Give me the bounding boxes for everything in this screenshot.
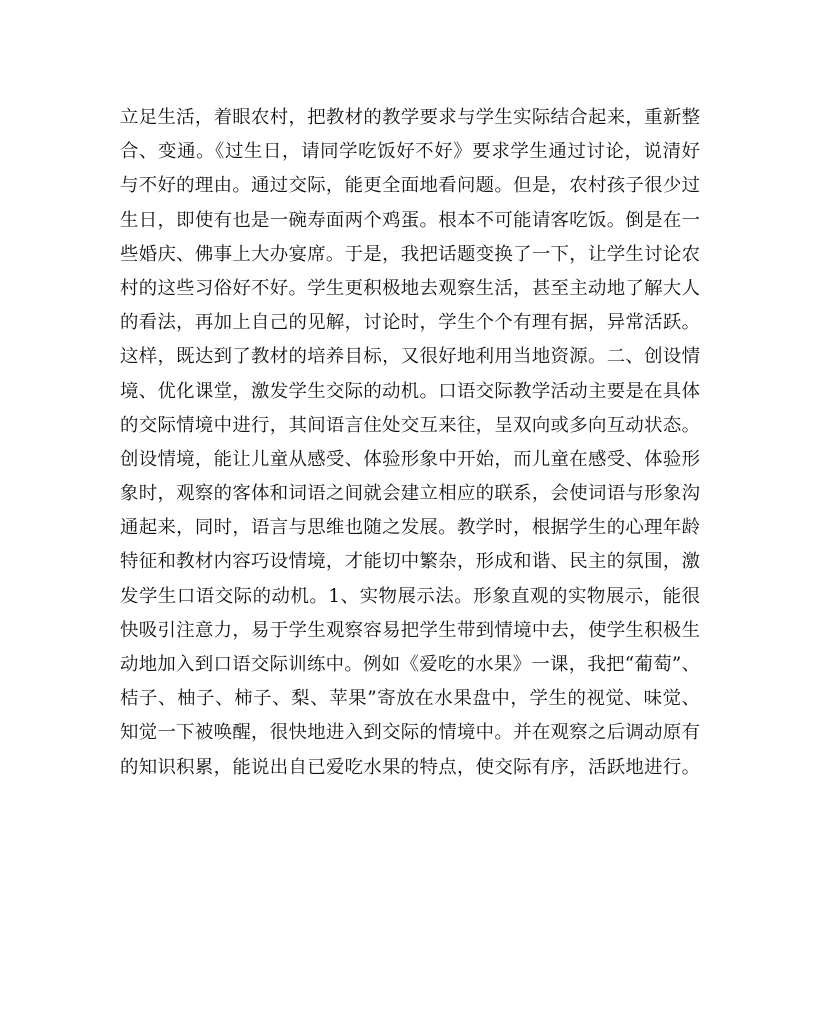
body-text bbox=[120, 101, 700, 785]
text-line: 的知识积累，能说出自已爱吃水果的特点，使交际有序，活跃地进行。 bbox=[120, 756, 700, 778]
text-line: 立足生活，着眼农村，把教材的教学要求与学生实际结合起来，重新整 bbox=[120, 107, 700, 128]
text-line: 这样，既达到了教材的培养目标，又很好地利用当地资源。二、创设情 bbox=[120, 346, 700, 368]
text-line: 特征和教材内容巧设情境，才能切中繁杂，形成和谐、民主的氛围，激 bbox=[120, 551, 700, 573]
text-line: 知觉一下被唤醒，很快地进入到交际的情境中。并在观察之后调动原有 bbox=[120, 722, 700, 744]
text-line: 动地加入到口语交际训练中。例如《爱吃的水果》一课，我把“葡萄”、 bbox=[120, 654, 700, 675]
text-line: 发学生口语交际的动机。1、实物展示法。形象直观的实物展示，能很 bbox=[120, 585, 700, 607]
text-line: 与不好的理由。通过交际，能更全面地看问题。但是，农村孩子很少过 bbox=[120, 175, 700, 197]
text-line: 合、变通。《过生日，请同学吃饭好不好》要求学生通过讨论，说清好 bbox=[120, 141, 700, 163]
text-line: 快吸引注意力，易于学生观察容易把学生带到情境中去，使学生积极生 bbox=[120, 619, 700, 641]
text-line: 通起来，同时，语言与思维也随之发展。教学时，根据学生的心理年龄 bbox=[120, 517, 700, 539]
text-line: 境、优化课堂，激发学生交际的动机。口语交际教学活动主要是在具体 bbox=[120, 380, 700, 402]
text-line: 生日，即使有也是一碗寿面两个鸡蛋。根本不可能请客吃饭。倒是在一 bbox=[120, 209, 700, 231]
text-line: 些婚庆、佛事上大办宴席。于是，我把话题变换了一下，让学生讨论农 bbox=[120, 243, 700, 265]
text-line: 桔子、柚子、柿子、梨、苹果”寄放在水果盘中，学生的视觉、味觉、 bbox=[120, 688, 700, 710]
text-line: 村的这些习俗好不好。学生更积极地去观察生活，甚至主动地了解大人 bbox=[120, 277, 700, 299]
text-line: 象时，观察的客体和词语之间就会建立相应的联系，会使词语与形象沟 bbox=[120, 483, 700, 505]
text-line: 的看法，再加上自己的见解，讨论时，学生个个有理有据，异常活跃。 bbox=[120, 312, 700, 334]
text-line: 创设情境，能让儿童从感受、体验形象中开始，而儿童在感受、体验形 bbox=[120, 448, 700, 470]
text-line: 的交际情境中进行，其间语言住处交互来往，呈双向或多向互动状态。 bbox=[120, 414, 700, 436]
